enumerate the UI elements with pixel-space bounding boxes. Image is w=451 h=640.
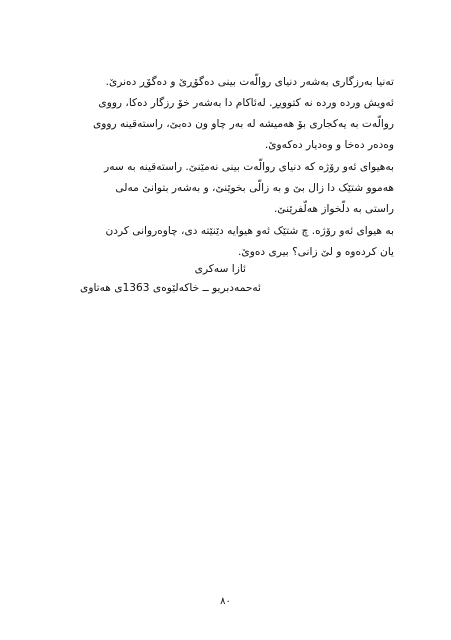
paragraph-line: یان کردەوە و لێ زانی؟ بیری دەوێ. [238, 246, 394, 258]
paragraph-line: وەدەر دەخا و وەدیار دەکەوێ. [264, 139, 394, 151]
paragraph-line: تەنیا بەرزگاری بەشەر دنیای روالّەت بینی دەگۆڕێ و دەگۆڕ دەنرێ. [105, 76, 394, 88]
place-and-date: ئەحمەدبریو ــ خاکەلێوەی 1363ی هەتاوی [80, 282, 261, 294]
paragraph-line: بە هیوای ئەو رۆژە. چ شتێک ئەو هیوایە دێنێتە دی، چاوەروانی کردن [105, 225, 394, 237]
author-signature: ئازا سەکری [194, 263, 246, 275]
paragraph-3 [54, 221, 394, 263]
paragraph-line: راستی بە دلّخواز هەلّفرێنێ. [273, 203, 394, 215]
paragraph-line: هەموو شتێک دا زال بێ و بە زالّی بخوێنێ، و بەشەر بتوانێ مەلی [115, 182, 394, 194]
paragraph-1 [54, 72, 394, 156]
paragraph-line: روالّەت بە یەکجاری بۆ هەمیشە لە بەر چاو ون دەبێ، راستەقینە رووی [92, 118, 394, 130]
paragraph-line: بەهیوای ئەو رۆژە کە دنیای روالّەت بینی نەمێنێ. راستەقینە بە سەر [104, 161, 394, 173]
paragraph-line: ئەویش وردە وردە نە کتوویڕ. لەئاکام دا بەشەر خۆ رزگار دەکا، رووی [98, 97, 394, 109]
page-number: ٨٠ [220, 596, 231, 607]
paragraph-2 [54, 157, 394, 220]
